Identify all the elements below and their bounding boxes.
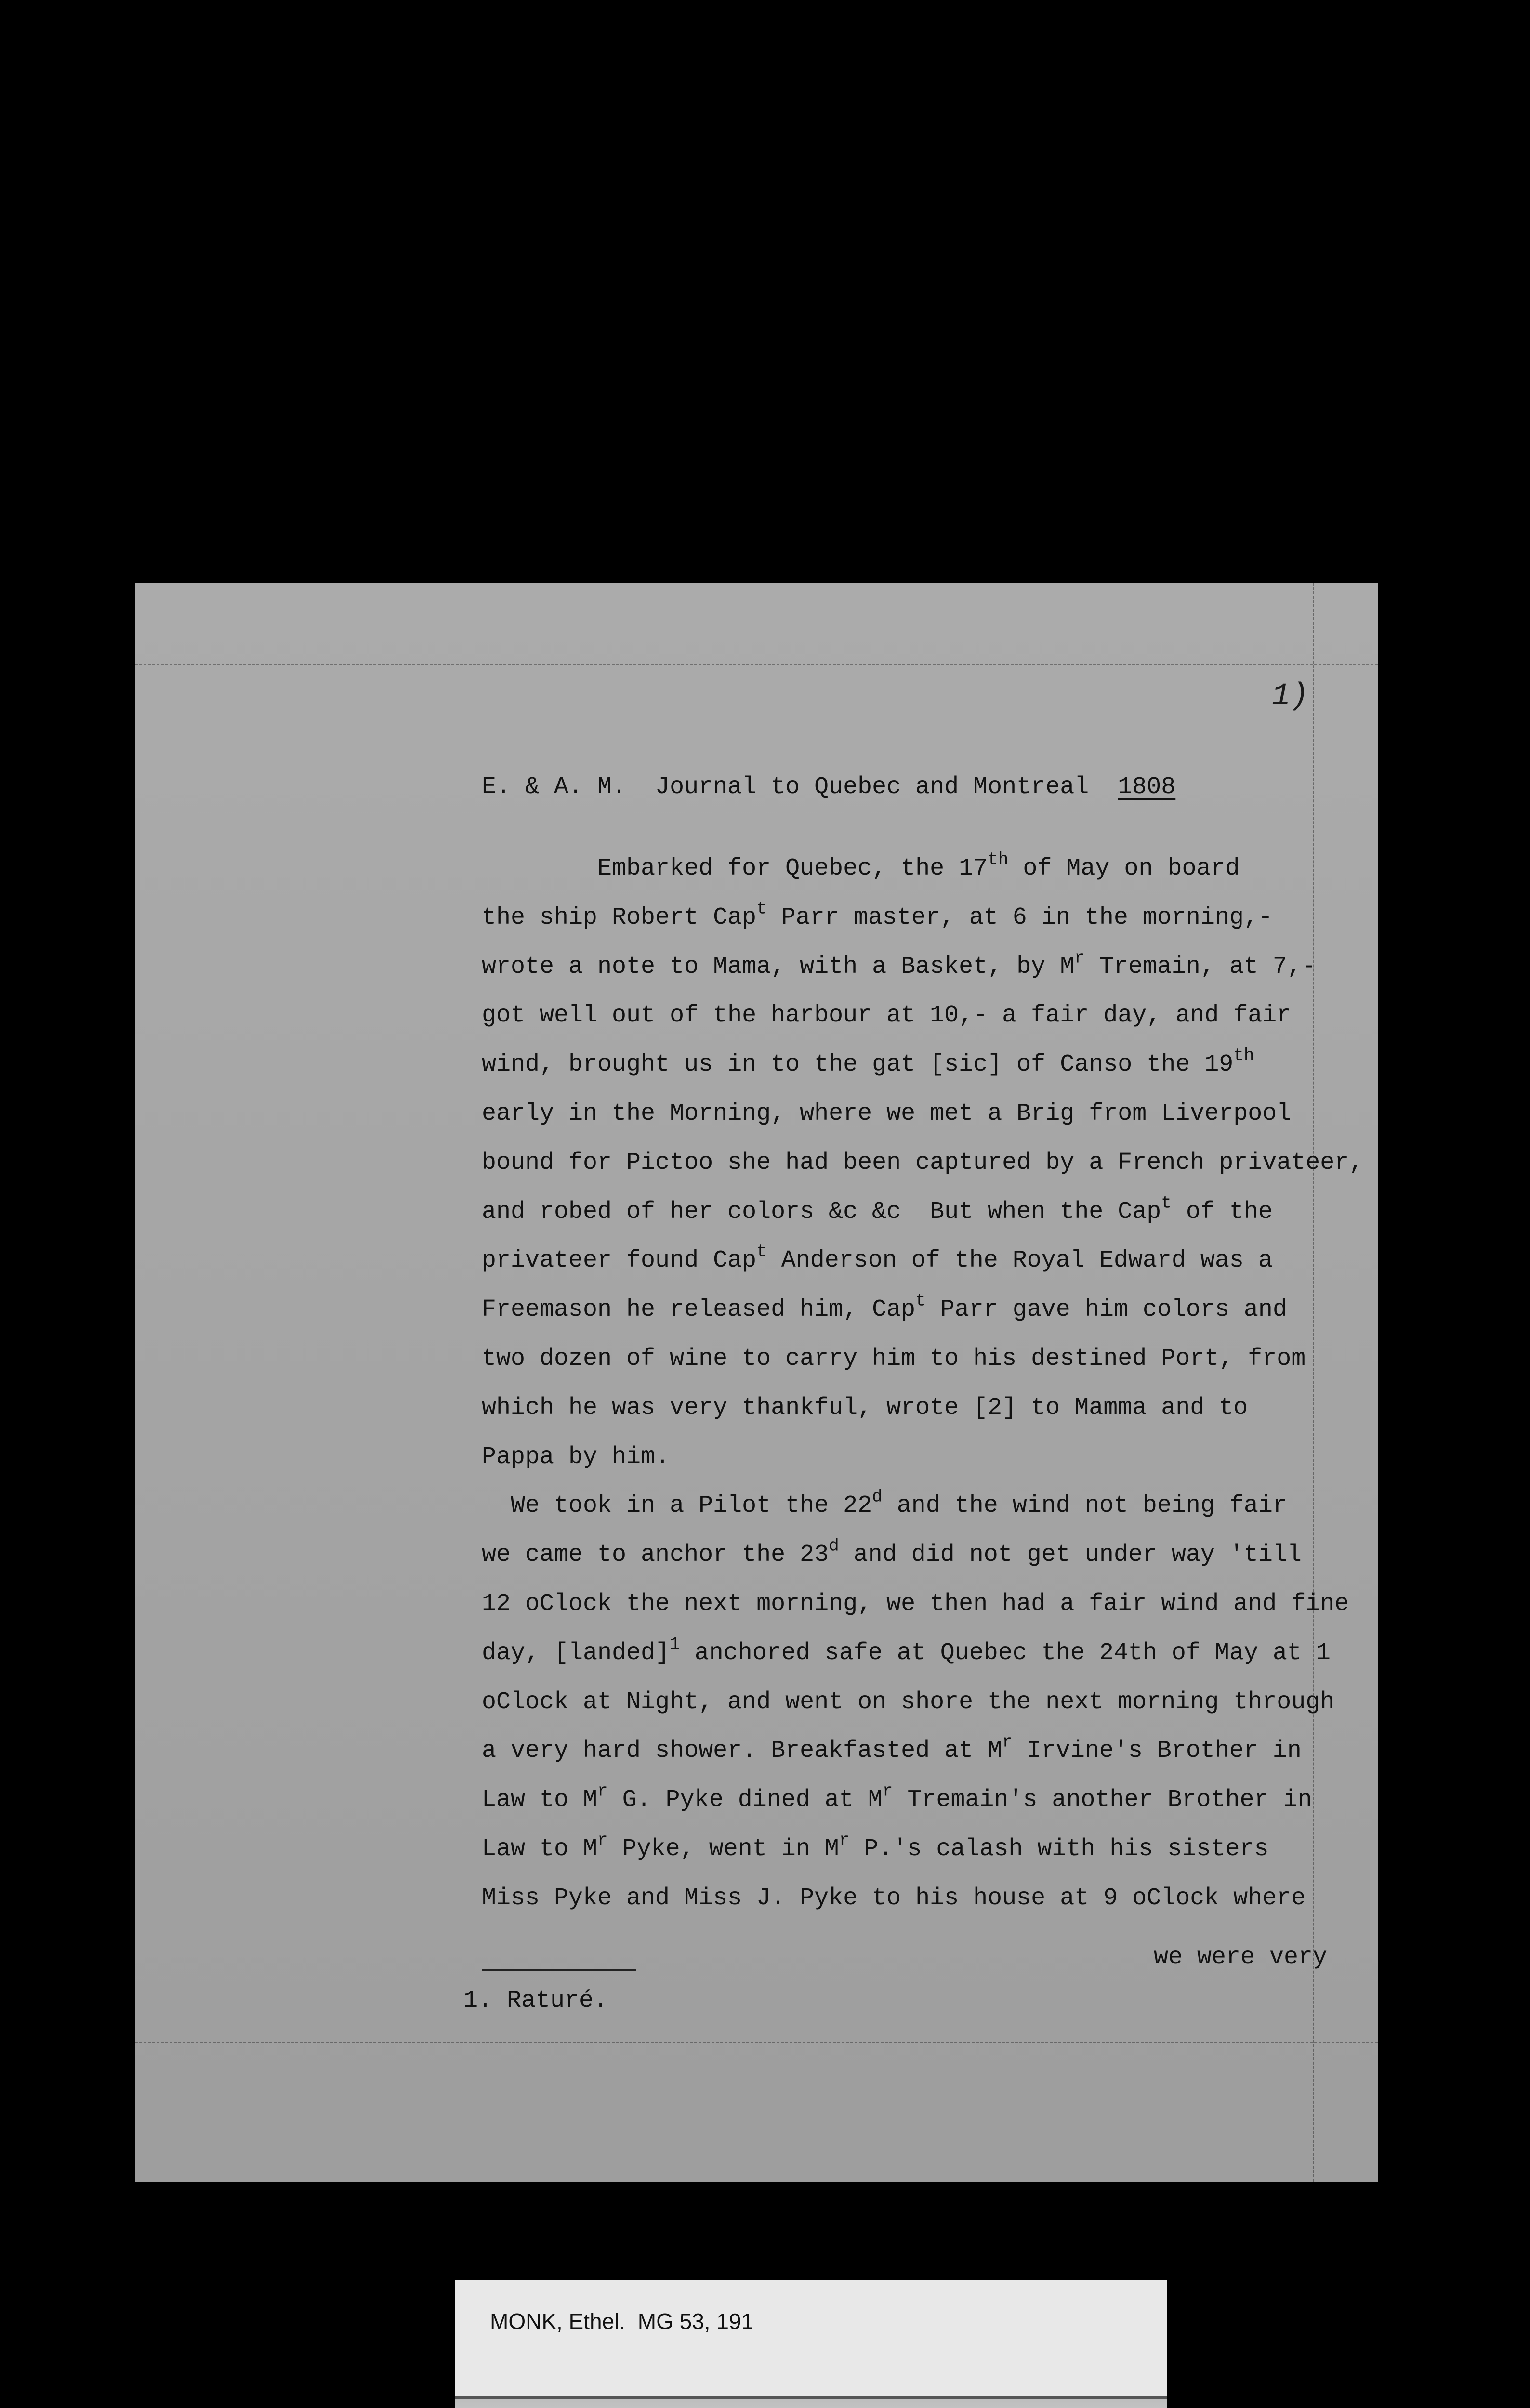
- journal-line: bound for Pictoo she had been captured by a French privateer,: [482, 1149, 1364, 1177]
- journal-line: Miss Pyke and Miss J. Pyke to his house at 9 oClock where: [482, 1884, 1306, 1912]
- journal-line: Embarked for Quebec, the 17th of May on board: [482, 850, 1240, 882]
- title-text: E. & A. M. Journal to Quebec and Montreal: [482, 773, 1118, 801]
- journal-line: the ship Robert Cap$^t$ Parr master, at 6 in the morning,-: [482, 899, 1273, 931]
- page-number: 1): [1272, 679, 1309, 714]
- journal-tail-line: we were very: [1154, 1944, 1328, 1971]
- journal-line: early in the Morning, where we met a Brig from Liverpool: [482, 1100, 1292, 1127]
- journal-line: wrote a note to Mama, with a Basket, by $M^r$ Tremain, at 7,-: [482, 948, 1316, 981]
- journal-line: we came to anchor the 23$^d$ and did not get under way 'till: [482, 1536, 1302, 1569]
- journal-line: which he was very thankful, wrote [2] to Mamma and to: [482, 1394, 1248, 1422]
- journal-line: a very hard shower. Breakfasted at $M^r$ Irvine's Brother in: [482, 1732, 1302, 1765]
- journal-line: day, [landed]$^1$ anchored safe at Quebec the 24th of May at 1: [482, 1634, 1331, 1667]
- journal-line: privateer found Cap$^t$ Anderson of the Royal Edward was a: [482, 1242, 1273, 1275]
- page-rule-top: [135, 664, 1378, 665]
- footnote: 1. Raturé.: [463, 1987, 608, 2015]
- journal-line: We took in a Pilot the 22$^d$ and the wind not being fair: [482, 1487, 1287, 1520]
- journal-line: two dozen of wine to carry him to his destined Port, from: [482, 1345, 1306, 1373]
- journal-line: Pappa by him.: [482, 1443, 670, 1471]
- journal-line: 12 oClock the next morning, we then had a fair wind and fine: [482, 1590, 1349, 1618]
- archive-label: [455, 2280, 1167, 2408]
- archive-reference: MONK, Ethel. MG 53, 191: [490, 2309, 754, 2334]
- footnote-separator: [482, 1969, 636, 1971]
- journal-line: wind, brought us in to the gat [sic] of Canso the 19th: [482, 1046, 1254, 1079]
- journal-line: Law to $M^r$ Pyke, went in $M^r$ P.'s calash with his sisters: [482, 1830, 1269, 1863]
- archive-stamp: [455, 2396, 1167, 2408]
- page-rule-bottom: [135, 2042, 1378, 2043]
- title-year: 1808: [1118, 773, 1176, 801]
- journal-line: and robed of her colors &c &c But when the Cap$^t$ of the: [482, 1193, 1273, 1226]
- document-page: [135, 583, 1378, 2182]
- journal-line: oClock at Night, and went on shore the next morning through: [482, 1688, 1335, 1716]
- document-title: [482, 773, 1175, 801]
- journal-line: Law to $M^r$ G. Pyke dined at $M^r$ Tremain's another Brother in: [482, 1781, 1312, 1814]
- journal-line: got well out of the harbour at 10,- a fair day, and fair: [482, 1002, 1292, 1030]
- journal-line: Freemason he released him, Cap$^t$ Parr gave him colors and: [482, 1291, 1287, 1324]
- page-rule-right: [1313, 583, 1314, 2182]
